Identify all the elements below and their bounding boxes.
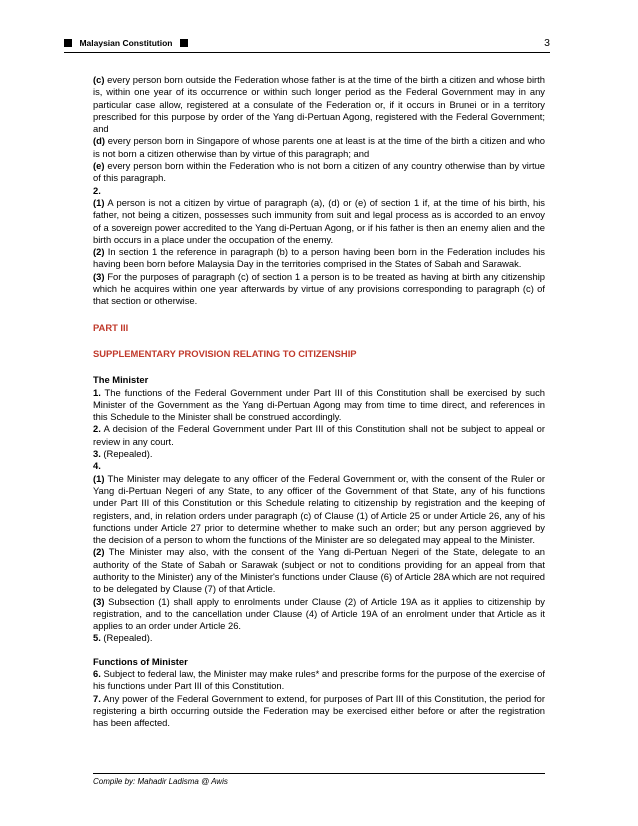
clause-label: (3)	[93, 270, 105, 282]
clause-text: every person born outside the Federation whose father is at the time of the birth a citizen and whose birth is, within one year of its occurrence or within such longer period as the Federal Government may in any particular case allow, registered at a consulate of the Federation or, if it occurs in Brunei or in a territory prescribed for this purpose by order of the Yang di-Pertuan Agong, registered with the Federal Government; and	[93, 74, 545, 135]
clause-text: A person is not a citizen by virtue of paragraph (a), (d) or (e) of section 1 if, at the time of his birth, his father, not being a citizen, possesses such immunity from suit and legal process as is accorded to an envoy of a sovereign power accredited to the Yang di-Pertuan Agong, or if his father is then an enemy alien and the birth occurs in a place under the occupation of the enemy.	[93, 196, 545, 245]
footer-author: Mahadir Ladisma @ Awis	[137, 777, 228, 786]
clause-d	[93, 135, 545, 160]
section-text: Subject to federal law, the Minister may make rules* and prescribe forms for the purpose of the exercise of his functions under Part III of this Constitution.	[93, 668, 545, 692]
clause-label: (2)	[93, 546, 105, 558]
minister-section-1	[93, 387, 545, 424]
spacer	[93, 334, 545, 348]
clause-label: (3)	[93, 595, 105, 607]
spacer	[93, 645, 545, 656]
section-number: 2.	[93, 423, 101, 435]
subsection-3	[93, 271, 545, 308]
spacer	[93, 308, 545, 322]
section-text: (Repealed).	[100, 632, 153, 644]
section-number: 2.	[93, 184, 101, 196]
footer-rule	[93, 773, 545, 774]
section-heading: The Minister	[93, 374, 149, 386]
clause-c	[93, 74, 545, 135]
minister-section-4-1	[93, 473, 545, 547]
functions-section-7	[93, 693, 545, 730]
page-header	[64, 34, 550, 52]
minister-section-4-3	[93, 596, 545, 633]
spacer	[93, 360, 545, 374]
minister-section-5	[93, 632, 545, 644]
clause-text: The Minister may delegate to any officer of the Federal Government or, with the consent of the Ruler or Yang di-Pertuan Negeri of any State, to any officer of the Government of that State, any of his functions under Part III of this Constitution or this Schedule relating to citizenship by registration and the keeping of registers, and, in relation orders under paragraph (c) of Clause (1) of Article 25 or under Article 26, any of his functions under Article 27 prior to determine whether to make such an order; but any person aggrieved by the decision of a person to whom the functions of the Minister are so delegated may appeal to the Minister.	[93, 472, 545, 546]
footer-label: Compile by:	[93, 777, 136, 786]
minister-section-2	[93, 423, 545, 448]
section-text: (Repealed).	[100, 448, 153, 460]
section-number: 1.	[93, 386, 101, 398]
clause-text: The Minister may also, with the consent of the Yang di-Pertuan Negeri of the State, delegate to an authority of the State of Sabah or Sarawak (subject or not to conditions providing for an appeal from that authority to the Minister) any of the Minister's functions under Clause (6) of Article 28A which are not required to be delegated by Clause (7) of that Article.	[93, 546, 545, 595]
section-text: The functions of the Federal Government under Part III of this Constitution shall be exercised by such Minister of the Government as the Yang di-Pertuan Agong may from time to time direct, and references in this Schedule to the Minister shall be construed accordingly.	[93, 386, 545, 423]
clause-text: Subsection (1) shall apply to enrolments under Clause (2) of Article 19A as it applies to citizenship by registration, and to the cancellation under Clause (4) of Article 19A of an enrolment under that Article as it applies to an order under Article 26.	[93, 595, 545, 632]
section-text: Any power of the Federal Government to extend, for purposes of Part III of this Constitution, the period for registering a birth occurring outside the Federation may be exercised either before or after the registration has been affected.	[93, 692, 545, 729]
clause-text: every person born in Singapore of whose parents one at least is at the time of the birth a citizen and who is not born a citizen otherwise than by virtue of this paragraph; and	[93, 135, 545, 159]
subsection-1	[93, 197, 545, 246]
clause-text: For the purposes of paragraph (c) of section 1 a person is to be treated as having at birth any citizenship which he acquires within one year afterwards by virtue of any provisions corresponding to paragraph (c) of that section or otherwise.	[93, 270, 545, 307]
clause-text: In section 1 the reference in paragraph (b) to a person having been born in the Federation includes his having been born before Malaysia Day in the territories comprised in the States of Sabah and Sarawak.	[93, 246, 545, 270]
black-square-icon	[64, 39, 72, 47]
section-number: 4.	[93, 460, 101, 472]
header-rule	[64, 52, 550, 53]
page-footer	[93, 777, 228, 786]
section-text: A decision of the Federal Government under Part III of this Constitution shall not be subject to appeal or review in any court.	[93, 423, 545, 447]
minister-section-3	[93, 448, 545, 460]
clause-text: every person born within the Federation who is not born a citizen of any country otherwise than by virtue of this paragraph.	[93, 160, 545, 184]
clause-label: (e)	[93, 160, 105, 172]
section-number: 7.	[93, 692, 101, 704]
clause-label: (1)	[93, 196, 105, 208]
section-number: 3.	[93, 448, 101, 460]
page-number: 3	[544, 37, 550, 49]
clause-label: (2)	[93, 246, 105, 258]
subsection-2	[93, 246, 545, 271]
header-title: Malaysian Constitution	[79, 37, 173, 48]
part-subtitle: SUPPLEMENTARY PROVISION RELATING TO CITIZENSHIP	[93, 347, 357, 359]
black-square-icon	[180, 39, 188, 47]
clause-e	[93, 160, 545, 185]
section-heading: Functions of Minister	[93, 655, 188, 667]
section-number: 5.	[93, 632, 101, 644]
part-title: PART III	[93, 321, 129, 333]
functions-section-6	[93, 668, 545, 693]
clause-label: (1)	[93, 472, 105, 484]
clause-label: (d)	[93, 135, 105, 147]
page-content	[93, 74, 545, 730]
section-number: 6.	[93, 668, 101, 680]
clause-label: (c)	[93, 74, 105, 85]
minister-section-4-2	[93, 546, 545, 595]
